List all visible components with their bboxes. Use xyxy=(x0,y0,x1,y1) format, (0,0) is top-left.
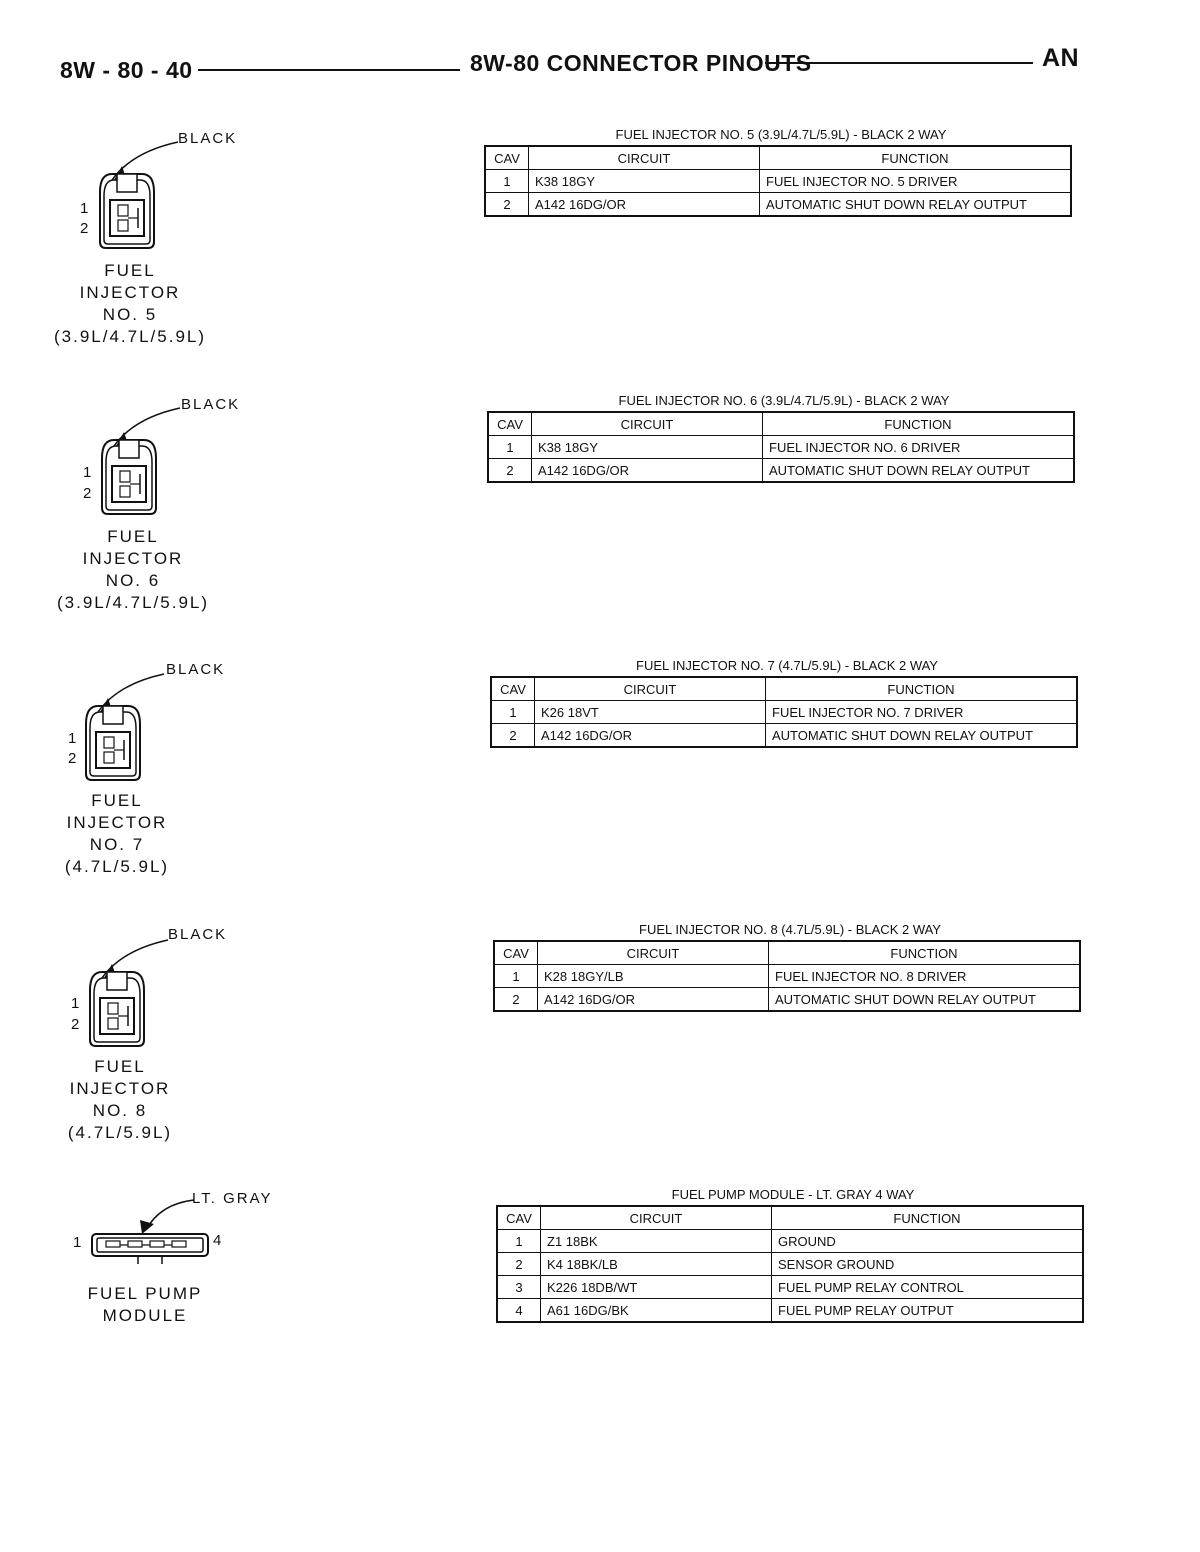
function-cell: AUTOMATIC SHUT DOWN RELAY OUTPUT xyxy=(760,193,1072,217)
pinout-table-title: FUEL INJECTOR NO. 8 (4.7L/5.9L) - BLACK 2 WAY xyxy=(639,922,941,937)
connector-color-label: BLACK xyxy=(166,661,226,678)
connector-section xyxy=(0,386,1200,646)
pin-number: 2 xyxy=(71,1016,80,1033)
table-row xyxy=(497,1230,1083,1253)
pinout-table xyxy=(490,676,1078,748)
circuit-cell: A142 16DG/OR xyxy=(529,193,760,217)
pin-number: 1 xyxy=(71,995,80,1012)
column-header: FUNCTION xyxy=(766,677,1078,701)
circuit-cell: Z1 18BK xyxy=(541,1230,772,1253)
cav-cell: 2 xyxy=(494,988,538,1012)
function-cell: AUTOMATIC SHUT DOWN RELAY OUTPUT xyxy=(766,724,1078,748)
column-header: CAV xyxy=(497,1206,541,1230)
circuit-cell: K4 18BK/LB xyxy=(541,1253,772,1276)
pinout-table-title: FUEL INJECTOR NO. 5 (3.9L/4.7L/5.9L) - BLACK 2 WAY xyxy=(615,127,947,142)
circuit-cell: A142 16DG/OR xyxy=(532,459,763,483)
header-rule-right xyxy=(765,62,1033,64)
cav-cell: 1 xyxy=(485,170,529,193)
function-cell: FUEL INJECTOR NO. 5 DRIVER xyxy=(760,170,1072,193)
connector-color-label: BLACK xyxy=(178,130,238,147)
column-header: CAV xyxy=(488,412,532,436)
circuit-cell: A61 16DG/BK xyxy=(541,1299,772,1323)
connector-name: FUEL PUMP MODULE xyxy=(87,1284,203,1325)
connector-color-label: BLACK xyxy=(181,396,241,413)
pinout-table xyxy=(484,145,1072,217)
column-header: FUNCTION xyxy=(769,941,1081,965)
pin-number: 2 xyxy=(83,485,92,502)
column-header: CIRCUIT xyxy=(532,412,763,436)
table-row xyxy=(494,988,1080,1012)
cav-cell: 2 xyxy=(497,1253,541,1276)
function-cell: AUTOMATIC SHUT DOWN RELAY OUTPUT xyxy=(763,459,1075,483)
circuit-cell: K28 18GY/LB xyxy=(538,965,769,988)
table-row xyxy=(491,701,1077,724)
pin-number: 1 xyxy=(68,730,77,747)
connector-diagram xyxy=(78,662,168,782)
function-cell: AUTOMATIC SHUT DOWN RELAY OUTPUT xyxy=(769,988,1081,1012)
injector-connector-icon xyxy=(78,662,168,782)
pinout-table-title: FUEL PUMP MODULE - LT. GRAY 4 WAY xyxy=(671,1187,915,1202)
connector-section xyxy=(0,918,1200,1178)
function-cell: GROUND xyxy=(772,1230,1084,1253)
circuit-cell: A142 16DG/OR xyxy=(535,724,766,748)
pin-number: 1 xyxy=(73,1234,82,1251)
column-header: CAV xyxy=(491,677,535,701)
cav-cell: 3 xyxy=(497,1276,541,1299)
cav-cell: 1 xyxy=(497,1230,541,1253)
section-title: 8W-80 CONNECTOR PINOUTS xyxy=(470,50,812,76)
column-header: FUNCTION xyxy=(763,412,1075,436)
cav-cell: 2 xyxy=(488,459,532,483)
circuit-cell: K226 18DB/WT xyxy=(541,1276,772,1299)
table-row xyxy=(485,170,1071,193)
table-header-row xyxy=(485,146,1071,170)
pinout-table xyxy=(496,1205,1084,1323)
pin-number: 1 xyxy=(83,464,92,481)
column-header: CIRCUIT xyxy=(541,1206,772,1230)
table-row xyxy=(497,1276,1083,1299)
table-row xyxy=(497,1299,1083,1323)
column-header: CIRCUIT xyxy=(529,146,760,170)
header-rule-left xyxy=(198,69,460,71)
cav-cell: 1 xyxy=(491,701,535,724)
cav-cell: 2 xyxy=(491,724,535,748)
connector-color-label: BLACK xyxy=(168,926,228,943)
connector-section xyxy=(0,1184,1200,1384)
connector-color-label: LT. GRAY xyxy=(192,1190,273,1207)
cav-cell: 4 xyxy=(497,1299,541,1323)
pin-number: 1 xyxy=(80,200,89,217)
pin-number: 2 xyxy=(68,750,77,767)
page-header xyxy=(0,0,1200,100)
function-cell: FUEL INJECTOR NO. 6 DRIVER xyxy=(763,436,1075,459)
table-row xyxy=(491,724,1077,748)
function-cell: FUEL PUMP RELAY CONTROL xyxy=(772,1276,1084,1299)
connector-name: FUEL INJECTOR NO. 5 (3.9L/4.7L/5.9L) xyxy=(53,261,207,346)
function-cell: FUEL PUMP RELAY OUTPUT xyxy=(772,1299,1084,1323)
function-cell: FUEL INJECTOR NO. 8 DRIVER xyxy=(769,965,1081,988)
table-row xyxy=(494,965,1080,988)
circuit-cell: A142 16DG/OR xyxy=(538,988,769,1012)
table-row xyxy=(485,193,1071,217)
model-code: AN xyxy=(1042,44,1080,72)
circuit-cell: K26 18VT xyxy=(535,701,766,724)
pinout-table xyxy=(493,940,1081,1012)
connector-name: FUEL INJECTOR NO. 7 (4.7L/5.9L) xyxy=(64,791,170,876)
pin-number: 4 xyxy=(213,1232,222,1249)
table-header-row xyxy=(491,677,1077,701)
injector-connector-icon xyxy=(92,130,182,250)
function-cell: FUEL INJECTOR NO. 7 DRIVER xyxy=(766,701,1078,724)
connector-name: FUEL INJECTOR NO. 6 (3.9L/4.7L/5.9L) xyxy=(56,527,210,612)
pinout-table xyxy=(487,411,1075,483)
injector-connector-icon xyxy=(94,396,184,516)
connector-name: FUEL INJECTOR NO. 8 (4.7L/5.9L) xyxy=(67,1057,173,1142)
table-header-row xyxy=(488,412,1074,436)
connector-diagram xyxy=(94,396,184,516)
table-header-row xyxy=(497,1206,1083,1230)
function-cell: SENSOR GROUND xyxy=(772,1253,1084,1276)
connector-diagram xyxy=(82,928,172,1048)
table-header-row xyxy=(494,941,1080,965)
column-header: CIRCUIT xyxy=(535,677,766,701)
cav-cell: 1 xyxy=(494,965,538,988)
connector-diagram xyxy=(92,130,182,250)
column-header: CAV xyxy=(485,146,529,170)
circuit-cell: K38 18GY xyxy=(532,436,763,459)
page-number: 8W - 80 - 40 xyxy=(60,57,193,83)
table-row xyxy=(497,1253,1083,1276)
connector-section xyxy=(0,652,1200,912)
circuit-cell: K38 18GY xyxy=(529,170,760,193)
column-header: FUNCTION xyxy=(760,146,1072,170)
column-header: CIRCUIT xyxy=(538,941,769,965)
pinout-table-title: FUEL INJECTOR NO. 6 (3.9L/4.7L/5.9L) - BLACK 2 WAY xyxy=(618,393,950,408)
column-header: FUNCTION xyxy=(772,1206,1084,1230)
cav-cell: 2 xyxy=(485,193,529,217)
table-row xyxy=(488,436,1074,459)
connector-section xyxy=(0,120,1200,380)
pinout-table-title: FUEL INJECTOR NO. 7 (4.7L/5.9L) - BLACK 2 WAY xyxy=(636,658,938,673)
table-row xyxy=(488,459,1074,483)
column-header: CAV xyxy=(494,941,538,965)
injector-connector-icon xyxy=(82,928,172,1048)
pin-number: 2 xyxy=(80,220,89,237)
cav-cell: 1 xyxy=(488,436,532,459)
